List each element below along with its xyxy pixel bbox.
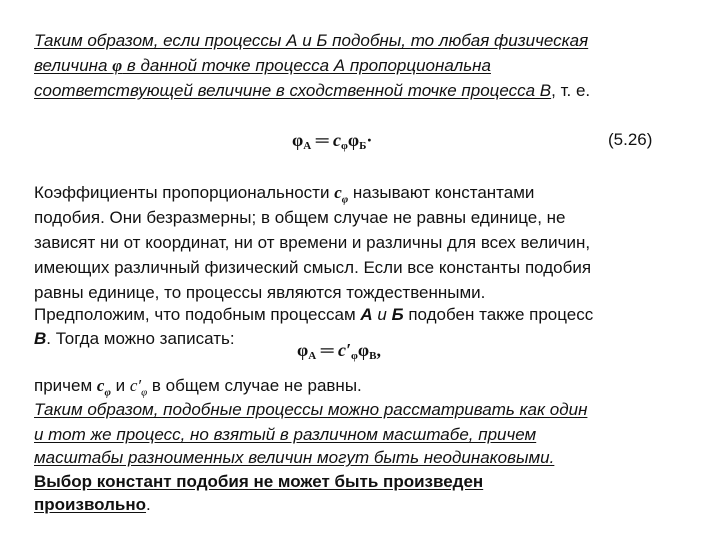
eq2-sub-a: А — [308, 350, 317, 362]
p2-line-1-a: Коэффициенты пропорциональности — [34, 183, 335, 202]
eq2-sub-b: В — [369, 350, 377, 362]
eq2-phi: φ — [297, 340, 309, 360]
p5-line-2-bold: произвольно — [34, 495, 147, 514]
process-a: А — [360, 305, 373, 324]
phi-symbol: φ — [112, 56, 123, 75]
eq1-phi2: φ — [347, 130, 360, 150]
eq2-phi2: φ — [357, 340, 370, 360]
p3-b: в общем случае не равны. — [147, 376, 362, 395]
eq2-end: , — [376, 340, 381, 360]
eq1-end: · — [366, 130, 373, 150]
eq2-equals: ═ — [316, 340, 338, 360]
p4-line-2: и тот же процесс, но взятый в различном масштабе, причем — [34, 425, 537, 444]
p2-line-3: зависят ни от координат, ни от времени и различны для всех величин, — [34, 233, 591, 252]
eq1-sub-b: Б — [359, 140, 367, 152]
eq2-c: c′ — [337, 340, 352, 360]
eq1-phi: φ — [292, 130, 304, 150]
p2-line-7 — [34, 328, 235, 350]
equation-2 — [297, 340, 381, 362]
c-phi-symbol: $c_\varphi$ — [334, 183, 349, 206]
p5-line-2-end: . — [146, 495, 151, 514]
p1-line-2 — [34, 55, 491, 77]
process-v: В — [34, 329, 47, 348]
p1-line-1: Таким образом, если процессы А и Б подобны, то любая физическая — [34, 31, 589, 50]
p2-and: и — [372, 305, 392, 324]
p2-line-2: подобия. Они безразмерны; в общем случае не равны единице, не — [34, 208, 566, 227]
equation-number: (5.26) — [608, 130, 653, 149]
eq2-sub-phi: φ — [351, 350, 358, 362]
eq1-sub-a: А — [303, 140, 312, 152]
p3-a: причем — [34, 376, 97, 395]
c-prime-phi-symbol: $c'_\varphi$ — [129, 376, 148, 399]
p2-line-6 — [34, 304, 593, 326]
p5-line-2 — [34, 494, 151, 516]
equation-5-26 — [292, 130, 372, 152]
p1-line-3-b: , т. е. — [551, 81, 591, 100]
eq1-sub-phi: φ — [340, 140, 348, 152]
p2-line-5: равны единице, то процессы являются тождественными. — [34, 283, 486, 302]
c-phi-symbol-2: $c_\varphi$ — [96, 376, 111, 399]
eq1-c: c — [332, 130, 341, 150]
p2-line-6-b: подобен также процесс — [403, 305, 594, 324]
p5-line-1: Выбор констант подобия не может быть произведен — [34, 472, 484, 491]
p4-line-1: Таким образом, подобные процессы можно рассматривать как один — [34, 400, 588, 419]
p1-line-2-b: в данной точке процесса А пропорциональна — [122, 56, 491, 75]
p1-line-3 — [34, 80, 590, 102]
p1-line-2-a: величина — [34, 56, 113, 75]
p2-line-7-b: . Тогда можно записать: — [46, 329, 235, 348]
p2-line-1-b: называют константами — [348, 183, 535, 202]
p2-line-6-a: Предположим, что подобным процессам — [34, 305, 361, 324]
p3-and: и — [110, 376, 130, 395]
p1-line-3-a: соответствующей величине в сходственной точке процесса В — [34, 81, 552, 100]
p2-line-4: имеющих различный физический смысл. Если все константы подобия — [34, 258, 592, 277]
p4-line-3: масштабы разноименных величин могут быть неодинаковыми. — [34, 448, 555, 467]
process-b: Б — [391, 305, 404, 324]
eq1-equals: ═ — [311, 130, 333, 150]
